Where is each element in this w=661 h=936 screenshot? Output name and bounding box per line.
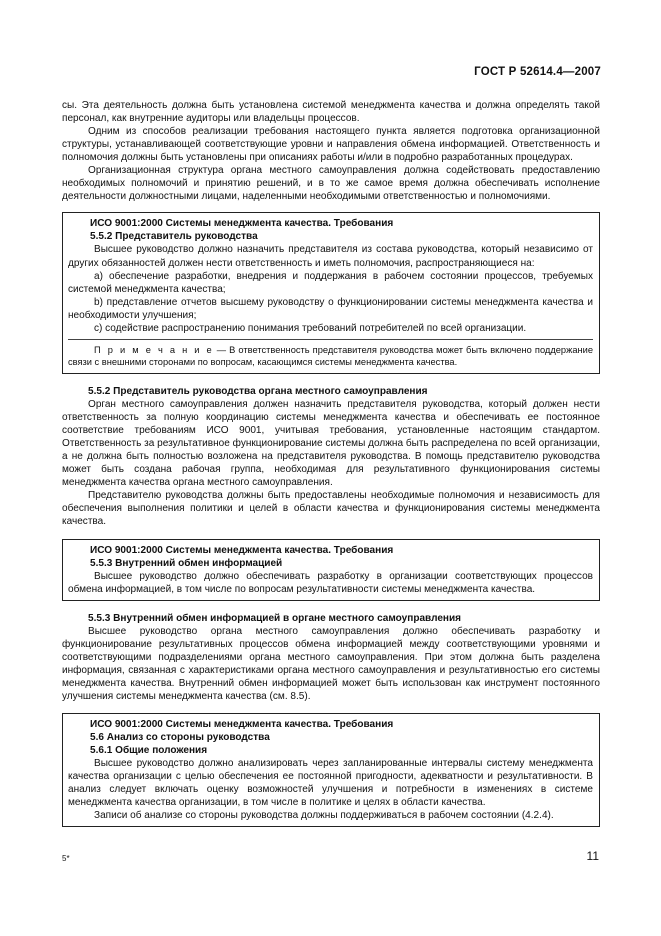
iso-quote-box-5-5-3 xyxy=(62,539,600,601)
iso-quote-list-item: b) представление отчетов высшему руководству о функционировании системы менеджмента качества и необходимости улучшения; xyxy=(68,296,593,321)
iso-quote-subtitle: 5.6 Анализ со стороны руководства xyxy=(90,732,270,744)
iso-quote-box-5-5-2 xyxy=(62,212,600,374)
iso-quote-note xyxy=(68,339,593,369)
standard-header: ГОСТ Р 52614.4—2007 xyxy=(474,66,601,78)
intro-paragraph: Одним из способов реализации требования настоящего пункта является подготовка организационной структуры, устанавливающей соответствующие уровни и направления обмена информацией. Ответственность и полномочия должны быть установлены при описаниях работы и/или в подробно разработанных процедурах. xyxy=(62,126,600,164)
iso-quote-subtitle: 5.6.1 Общие положения xyxy=(90,745,208,757)
iso-quote-paragraph: Высшее руководство должно назначить представителя из состава руководства, который независимо от других обязанностей должен нести ответственность и иметь полномочия, распространяющиеся на: xyxy=(68,244,593,269)
iso-quote-paragraph: Высшее руководство должно анализировать через запланированные интервалы систему менеджмента качества организации с целью обеспечения ее постоянной пригодности, адекватности и результативности. В анализ следует включать оценку возможностей улучшения и потребности в изменениях в системе менеджмента качества организации, в том числе в политике и целях в области качества. xyxy=(68,758,593,809)
intro-paragraph: сы. Эта деятельность должна быть установлена системой менеджмента качества и должна определять такой персонал, как внутренние аудиторы или владельцы процессов. xyxy=(62,100,600,125)
page-number: 11 xyxy=(586,849,599,863)
section-heading-5-5-3: 5.5.3 Внутренний обмен информацией в органе местного самоуправления xyxy=(88,612,462,624)
note-text: — В ответственность представителя руководства может быть включено поддержание связи с внешними сторонами по вопросам, касающимся системы менеджмента качества. xyxy=(68,344,593,368)
iso-quote-paragraph: Высшее руководство должно обеспечивать разработку в организации соответствующих процессов обмена информацией, в том числе по вопросам результативности системы менеджмента качества. xyxy=(68,570,593,595)
iso-quote-list-item: c) содействие распространению понимания требований потребителей по всей организации. xyxy=(94,322,527,334)
iso-quote-list-item: a) обеспечение разработки, внедрения и поддержания в рабочем состоянии процессов, требуемых системой менеджмента качества; xyxy=(68,270,593,295)
section-heading-5-5-2: 5.5.2 Представитель руководства органа местного самоуправления xyxy=(88,385,428,397)
iso-quote-title: ИСО 9001:2000 Системы менеджмента качества. Требования xyxy=(90,218,394,230)
intro-paragraph: Организационная структура органа местного самоуправления должна содействовать предоставлению необходимых полномочий и принятию решений, и в то же самое время должна обеспечивать исполнение деятельности должностными лицами, наделенными необходимыми ответственностью и полномочиями. xyxy=(62,165,600,203)
iso-quote-title: ИСО 9001:2000 Системы менеджмента качества. Требования xyxy=(90,719,394,731)
page-body xyxy=(62,99,600,827)
iso-quote-paragraph: Записи об анализе со стороны руководства должны поддерживаться в рабочем состоянии (4.2.4). xyxy=(94,810,554,822)
iso-quote-box-5-6 xyxy=(62,713,600,827)
section-paragraph: Высшее руководство органа местного самоуправления должно обеспечивать разработку и функционирование результативных процессов обмена информацией между соответствующими уровнями и соответствующими подразделениями органа местного самоуправления. При этом должна быть разделена информация, связанная с характеристиками органа местного самоуправления и результативностью его системы менеджмента качества. Внутренний обмен информацией может быть использован как инструмент постоянного улучшения системы менеджмента качества (см. 8.5). xyxy=(62,625,600,702)
iso-quote-subtitle: 5.5.3 Внутренний обмен информацией xyxy=(90,557,283,569)
section-paragraph: Орган местного самоуправления должен назначить представителя руководства, который должен нести ответственность за полную координацию системы менеджмента качества и обеспечивать ее постоянное соответствие требованиям ИСО 9001, учитывая требования, установленные настоящим стандартом. Ответственность за результативное функционирование системы должна быть распределена по всей организации, а не должна быть полностью возложена на представителя руководства. В помощь представителю руководства может быть создана рабочая группа, необходимая для результативного функционирования системы менеджмента качества органа местного самоуправления. xyxy=(62,399,600,489)
iso-quote-title: ИСО 9001:2000 Системы менеджмента качества. Требования xyxy=(90,544,394,556)
note-label: П р и м е ч а н и е xyxy=(94,344,214,355)
iso-quote-subtitle: 5.5.2 Представитель руководства xyxy=(90,231,258,243)
section-paragraph: Представителю руководства должны быть предоставлены необходимые полномочия и независимость для обеспечения выполнения политики и целей в области качества и функционирования системы менеджмента качества. xyxy=(62,490,600,528)
sheet-mark: 5* xyxy=(62,854,70,863)
